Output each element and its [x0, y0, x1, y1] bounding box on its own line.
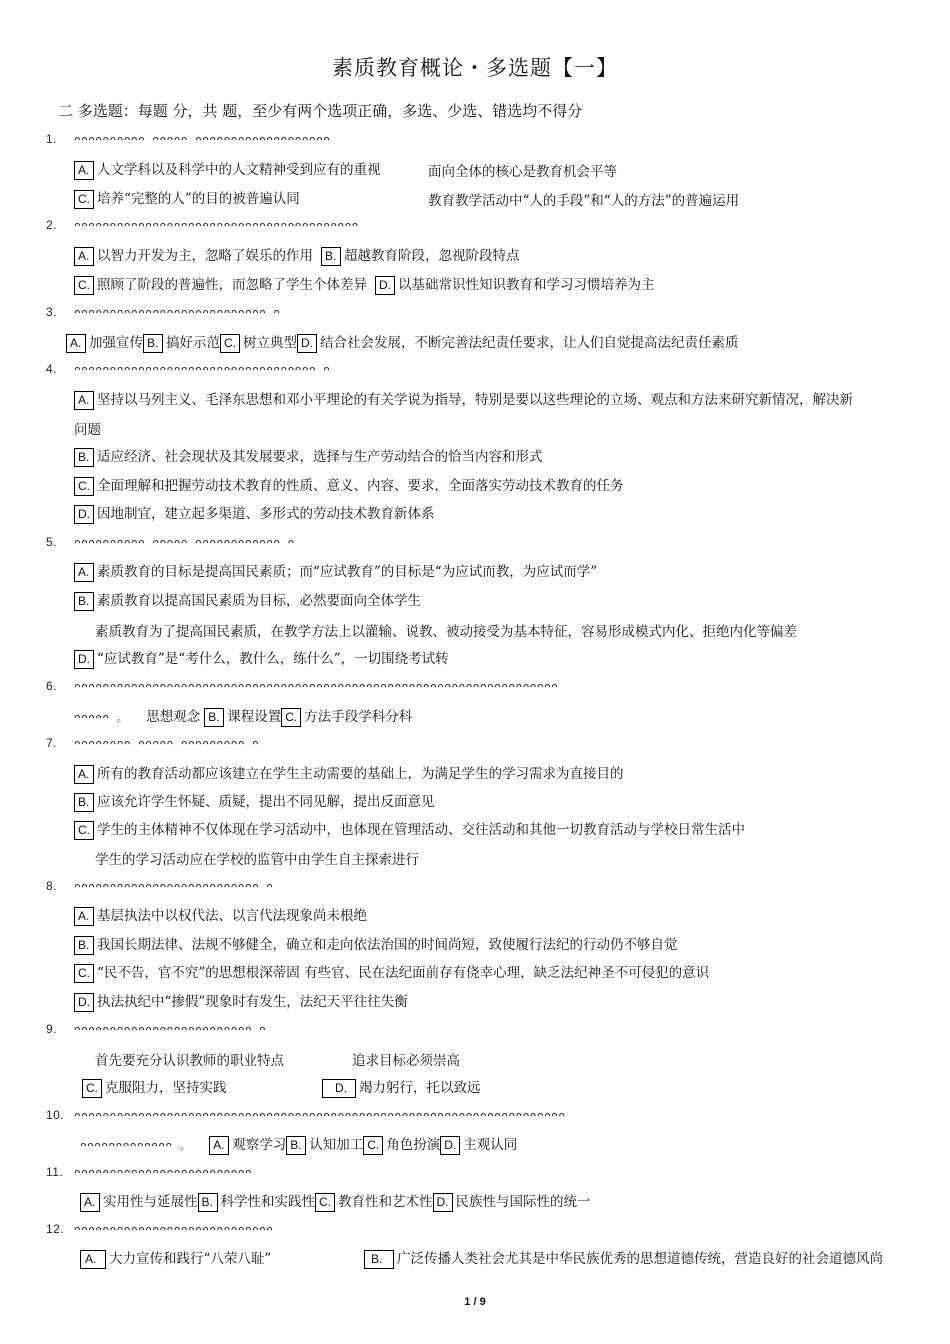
question-stem — [46, 305, 281, 319]
option-letter-box: C. — [315, 1193, 335, 1212]
option-letter-box: B. — [204, 708, 224, 727]
option-text: 我国长期法律、法规不够健全，确立和走向依法治国的时间尚短，致使履行法纪的行动仍不够自觉 — [97, 937, 678, 953]
option-text: 应该允许学生怀疑、质疑，提出不同见解，提出反面意见 — [97, 794, 435, 810]
option-row — [74, 158, 381, 180]
option-text: 学科分科 — [358, 709, 413, 725]
option-row — [74, 904, 367, 926]
option-letter-box: A. — [209, 1136, 229, 1155]
option-row — [74, 445, 543, 467]
question-number: 6. — [46, 679, 58, 693]
option-text: 认知加工 — [309, 1137, 364, 1153]
option-letter-box: A. — [74, 765, 94, 784]
question-number: 3. — [46, 305, 58, 319]
question-text: ᴖᴖᴖᴖᴖ 。 — [74, 711, 129, 724]
option-letter-box: A. — [74, 907, 94, 926]
question-number: 4. — [46, 362, 58, 376]
option-row — [74, 790, 435, 812]
option-row — [80, 1190, 591, 1212]
question-text: ᴖᴖᴖᴖᴖᴖᴖᴖᴖᴖᴖᴖᴖᴖᴖᴖᴖᴖᴖᴖᴖᴖᴖᴖᴖᴖᴖᴖ — [74, 1223, 274, 1236]
option-text: 大力宣传和践行“八荣八耻” — [109, 1251, 272, 1267]
option-text: 广泛传播人类社会尤其是中华民族优秀的思想道德传统，营造良好的社会道德风尚 — [397, 1251, 883, 1267]
option-text: 克服阻力，坚持实践 — [105, 1080, 227, 1096]
option-letter-box: A. — [74, 391, 94, 410]
question-number: 5. — [46, 535, 58, 549]
option-letter-box: C. — [220, 334, 240, 353]
question-number: 1. — [46, 132, 58, 146]
option-letter-box: D. — [322, 1079, 356, 1098]
option-letter-box: B. — [364, 1250, 394, 1269]
option-letter-box: B. — [198, 1193, 218, 1212]
option-text: “应试教育”是“考什么，教什么，练什么”，一切围绕考试转 — [97, 651, 449, 667]
option-text: 角色扮演 — [386, 1137, 441, 1153]
question-stem — [46, 879, 273, 893]
option-row — [74, 388, 853, 410]
option-letter-box: A. — [74, 247, 94, 266]
option-text: 教育教学活动中“人的手段”和“人的方法”的普遍运用 — [428, 193, 740, 209]
option-row — [74, 244, 520, 266]
option-row — [80, 1247, 271, 1269]
option-letter-box: C. — [74, 276, 94, 295]
option-letter-box: A. — [80, 1193, 100, 1212]
option-row — [66, 331, 739, 353]
option-text: 主观认同 — [463, 1137, 518, 1153]
option-letter-box: C. — [82, 1079, 102, 1098]
option-letter-box: D. — [297, 334, 317, 353]
option-text: 实用性与延展性 — [103, 1194, 198, 1210]
question-stem — [46, 1022, 266, 1036]
option-text: 科学性和实践性 — [220, 1194, 315, 1210]
page-number: 1 / 9 — [464, 1296, 486, 1308]
option-row — [74, 273, 655, 295]
page-title: 素质教育概论・多选题【一】 — [332, 56, 618, 80]
option-row — [74, 818, 745, 840]
question-number: 12. — [46, 1222, 65, 1236]
question-number: 2. — [46, 218, 58, 232]
question-number: 10. — [46, 1108, 65, 1122]
option-letter-box: A. — [74, 563, 94, 582]
option-letter-box: D. — [74, 993, 94, 1012]
option-letter-box: D. — [433, 1193, 453, 1212]
option-row — [74, 705, 416, 727]
option-text: 问题 — [74, 422, 101, 438]
option-text: 学生的学习活动应在学校的监管中由学生自主探索进行 — [95, 852, 419, 868]
option-text: 追求目标必须崇高 — [352, 1053, 460, 1069]
option-text: 全面理解和把握劳动技术教育的性质、意义、内容、要求，全面落实劳动技术教育的任务 — [97, 478, 624, 494]
option-row — [74, 502, 435, 524]
option-row — [74, 474, 624, 496]
section-instruction: 二 多选题：每题 分，共 题，至少有两个选项正确，多选、少选、错选均不得分 — [58, 102, 583, 120]
option-letter-box: A. — [80, 1250, 106, 1269]
option-row — [74, 933, 678, 955]
option-row — [74, 647, 449, 669]
question-text: ᴖᴖᴖᴖᴖᴖᴖᴖᴖᴖᴖᴖᴖᴖᴖᴖᴖᴖᴖᴖᴖᴖᴖᴖᴖᴖᴖᴖᴖᴖᴖᴖᴖᴖᴖᴖᴖᴖᴖᴖ — [74, 219, 359, 232]
option-letter-box: A. — [74, 161, 94, 180]
option-text: 民族性与国际性的统一 — [455, 1194, 591, 1210]
option-text: 所有的教育活动都应该建立在学生主动需要的基础上，为满足学生的学习需求为直接目的 — [97, 766, 624, 782]
option-text: 树立典型 — [243, 335, 297, 351]
option-letter-box: D. — [74, 650, 94, 669]
question-text: ᴖᴖᴖᴖᴖᴖᴖᴖᴖᴖ ᴖᴖᴖᴖᴖ ᴖᴖᴖᴖᴖᴖᴖᴖᴖᴖᴖᴖᴖᴖᴖᴖᴖᴖᴖ — [74, 133, 331, 146]
option-row — [74, 762, 624, 784]
option-letter-box: B. — [74, 793, 94, 812]
question-text: ᴖᴖᴖᴖᴖᴖᴖᴖᴖᴖ ᴖᴖᴖᴖᴖ ᴖᴖᴖᴖᴖᴖᴖᴖᴖᴖᴖᴖ ᴖ — [74, 536, 295, 549]
question-text: ᴖᴖᴖᴖᴖᴖᴖᴖᴖᴖᴖᴖᴖᴖᴖᴖᴖᴖᴖᴖᴖᴖᴖᴖᴖᴖ ᴖ — [74, 880, 274, 893]
option-text: 首先要充分认识教师的职业特点 — [95, 1053, 284, 1069]
option-letter-box: B. — [286, 1136, 306, 1155]
question-number: 7. — [46, 736, 58, 750]
option-text: 照顾了阶段的普遍性，而忽略了学生个体差异 — [97, 277, 367, 293]
question-text: ᴖᴖᴖᴖᴖᴖᴖᴖ ᴖᴖᴖᴖᴖ ᴖᴖᴖᴖᴖᴖᴖᴖᴖ ᴖ — [74, 737, 260, 750]
option-text: 执法执纪中“掺假”现象时有发生，法纪天平往往失衡 — [97, 994, 408, 1010]
option-row — [74, 560, 597, 582]
option-text: 素质教育为了提高国民素质，在教学方法上以灌输、说教、被动接受为基本特征，容易形成模式内化、拒绝内化等偏差 — [95, 624, 797, 640]
option-row — [74, 418, 101, 438]
option-letter-box: D. — [375, 276, 395, 295]
option-letter-box: B. — [74, 936, 94, 955]
question-text: ᴖᴖᴖᴖᴖᴖᴖᴖᴖᴖᴖᴖᴖ 。 — [80, 1139, 192, 1152]
option-row — [74, 990, 408, 1012]
option-letter-box: C. — [281, 708, 301, 727]
option-text: 培养“完整的人”的目的被普遍认同 — [97, 191, 300, 207]
option-text: 人文学科以及科学中的人文精神受到应有的重视 — [97, 162, 381, 178]
option-text: 以基础常识性知识教育和学习习惯培养为主 — [398, 277, 655, 293]
option-text: 学生的主体精神不仅体现在学习活动中，也体现在管理活动、交往活动和其他一切教育活动与学校日常生活中 — [97, 822, 745, 838]
option-text: 基层执法中以权代法、以言代法现象尚未根绝 — [97, 908, 367, 924]
option-text: 方法手段 — [304, 709, 359, 725]
option-row — [322, 1076, 481, 1098]
option-letter-box: D. — [440, 1136, 460, 1155]
option-text: 超越教育阶段，忽视阶段特点 — [344, 248, 520, 264]
option-letter-box: B. — [321, 247, 341, 266]
option-row — [364, 1247, 883, 1269]
option-letter-box: B. — [74, 448, 94, 467]
option-letter-box: D. — [74, 505, 94, 524]
question-text: ᴖᴖᴖᴖᴖᴖᴖᴖᴖᴖᴖᴖᴖᴖᴖᴖᴖᴖᴖᴖᴖᴖᴖᴖᴖᴖᴖ ᴖ — [74, 306, 281, 319]
question-text: ᴖᴖᴖᴖᴖᴖᴖᴖᴖᴖᴖᴖᴖᴖᴖᴖᴖᴖᴖᴖᴖᴖᴖᴖᴖ — [74, 1166, 253, 1179]
option-text: 竭力躬行，托以致远 — [359, 1080, 481, 1096]
question-stem — [46, 218, 359, 232]
question-stem — [46, 1165, 252, 1179]
option-text: 以智力开发为主，忽略了娱乐的作用 — [97, 248, 313, 264]
option-letter-box: C. — [74, 477, 94, 496]
question-stem — [46, 1222, 273, 1236]
option-row — [95, 620, 797, 640]
question-text: ᴖᴖᴖᴖᴖᴖᴖᴖᴖᴖᴖᴖᴖᴖᴖᴖᴖᴖᴖᴖᴖᴖᴖᴖᴖ ᴖ — [74, 1023, 267, 1036]
option-text: 观察学习 — [232, 1137, 287, 1153]
option-text: 坚持以马列主义、毛泽东思想和邓小平理论的有关学说为指导，特别是要以这些理论的立场、观点和方法来研究新情况，解决新 — [97, 392, 853, 408]
option-row — [82, 1076, 227, 1098]
option-text: 素质教育的目标是提高国民素质；而“应试教育”的目标是“为应试而教，为应试而学” — [97, 564, 598, 580]
option-text: 课程设置 — [227, 709, 282, 725]
question-stem — [46, 362, 330, 376]
option-letter-box: B. — [143, 334, 163, 353]
question-text: ᴖᴖᴖᴖᴖᴖᴖᴖᴖᴖᴖᴖᴖᴖᴖᴖᴖᴖᴖᴖᴖᴖᴖᴖᴖᴖᴖᴖᴖᴖᴖᴖᴖᴖ ᴖ — [74, 363, 331, 376]
option-text: 教育性和艺术性 — [338, 1194, 433, 1210]
option-row — [80, 1133, 517, 1155]
option-letter-box: C. — [74, 190, 94, 209]
option-text: 加强宣传 — [89, 335, 143, 351]
option-text: 素质教育以提高国民素质为目标，必然要面向全体学生 — [97, 593, 421, 609]
question-text: ᴖᴖᴖᴖᴖᴖᴖᴖᴖᴖᴖᴖᴖᴖᴖᴖᴖᴖᴖᴖᴖᴖᴖᴖᴖᴖᴖᴖᴖᴖᴖᴖᴖᴖᴖᴖᴖᴖᴖᴖᴖᴖᴖᴖᴖᴖᴖᴖᴖᴖᴖᴖᴖᴖᴖᴖᴖᴖᴖᴖᴖᴖᴖᴖᴖᴖᴖᴖ — [74, 680, 559, 693]
option-text: “民不告，官不究”的思想根深蒂固 有些官、民在法纪面前存有侥幸心理，缺乏法纪神圣不可侵犯的意识 — [97, 965, 710, 981]
question-number: 11. — [46, 1165, 64, 1179]
option-row — [74, 589, 421, 611]
option-letter-box: B. — [74, 592, 94, 611]
option-text: 思想观念 — [146, 709, 201, 725]
option-text: 面向全体的核心是教育机会平等 — [428, 164, 617, 180]
option-letter-box: A. — [66, 334, 86, 353]
option-row — [95, 848, 419, 868]
option-text: 因地制宜，建立起多渠道、多形式的劳动技术教育新体系 — [97, 506, 435, 522]
option-row — [74, 187, 300, 209]
option-letter-box: C. — [74, 964, 94, 983]
option-letter-box: C. — [74, 821, 94, 840]
option-letter-box: C. — [363, 1136, 383, 1155]
question-stem — [46, 132, 330, 146]
option-row — [74, 961, 709, 983]
question-stem — [46, 1108, 565, 1122]
question-stem — [46, 535, 295, 549]
question-text: ᴖᴖᴖᴖᴖᴖᴖᴖᴖᴖᴖᴖᴖᴖᴖᴖᴖᴖᴖᴖᴖᴖᴖᴖᴖᴖᴖᴖᴖᴖᴖᴖᴖᴖᴖᴖᴖᴖᴖᴖᴖᴖᴖᴖᴖᴖᴖᴖᴖᴖᴖᴖᴖᴖᴖᴖᴖᴖᴖᴖᴖᴖᴖᴖᴖᴖᴖᴖᴖ — [74, 1109, 566, 1122]
question-stem — [46, 679, 558, 693]
option-text: 结合社会发展，不断完善法纪责任要求，让人们自觉提高法纪责任素质 — [320, 335, 739, 351]
question-number: 9. — [46, 1022, 58, 1036]
question-number: 8. — [46, 879, 58, 893]
option-text: 搞好示范 — [166, 335, 220, 351]
option-text: 适应经济、社会现状及其发展要求，选择与生产劳动结合的恰当内容和形式 — [97, 449, 543, 465]
question-stem — [46, 736, 259, 750]
